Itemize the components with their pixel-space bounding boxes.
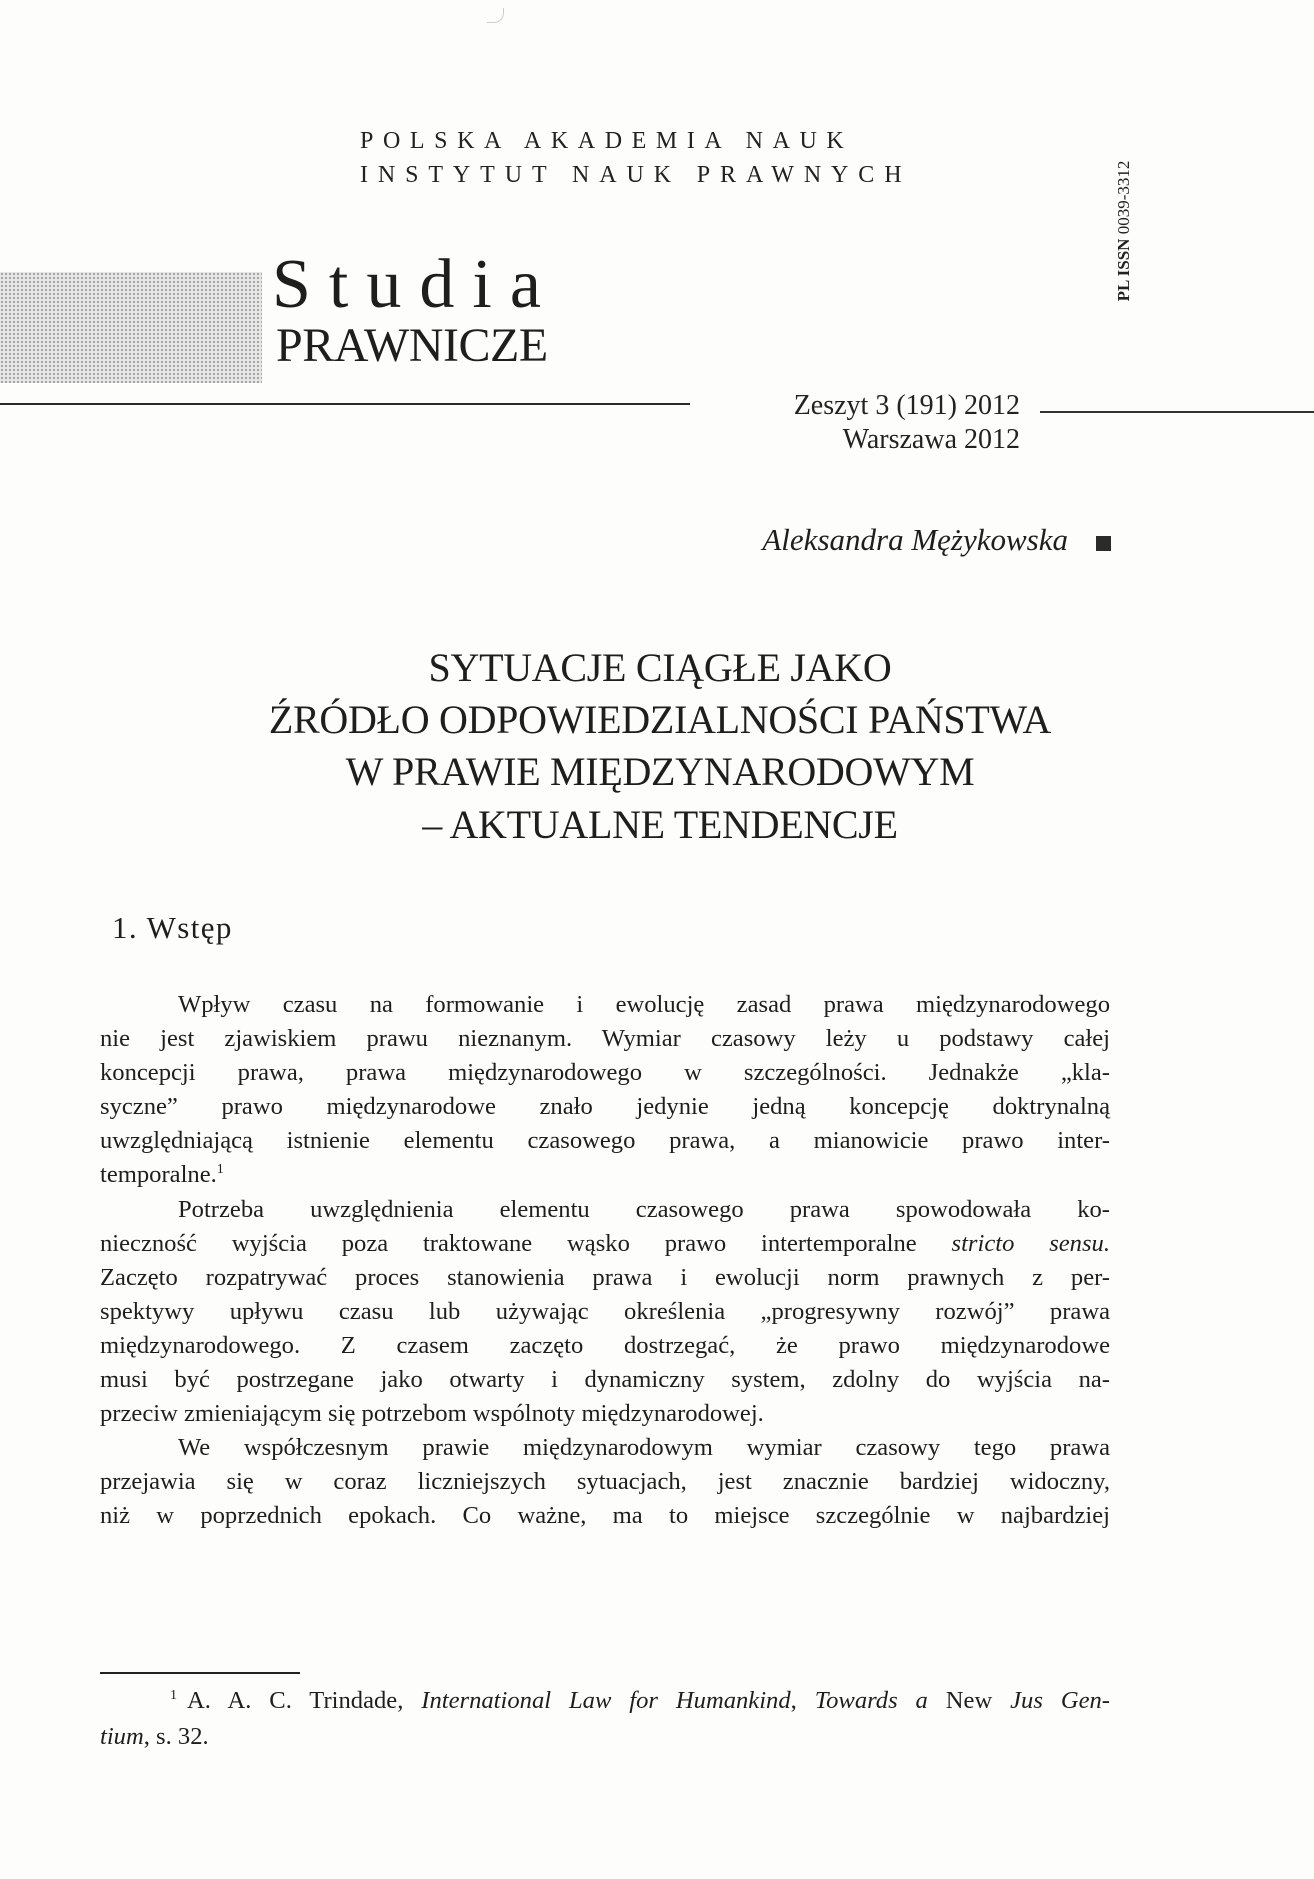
article-title-line: SYTUACJE CIĄGŁE JAKO [428, 645, 892, 690]
body-line: Zaczęto rozpatrywać proces stanowienia prawa i ewolucji norm prawnych z per- [100, 1263, 1110, 1291]
body-line: międzynarodowego. Z czasem zaczęto dostrzegać, że prawo międzynarodowe [100, 1331, 1110, 1359]
footnote-separator-text: , [790, 1687, 815, 1714]
article-body [100, 988, 1110, 1534]
journal-title-prawnicze: PRAWNICZE [276, 319, 548, 372]
body-line: Potrzeba uwzględnienia elementu czasowego prawa spowodowała ko- [178, 1195, 1110, 1223]
issue-number: Zeszyt 3 (191) 2012 [793, 390, 1020, 421]
footnote-separator [100, 1672, 300, 1674]
article-title-line: ŹRÓDŁO ODPOWIEDZIALNOŚCI PAŃSTWA [268, 697, 1052, 742]
body-line: niż w poprzednich epokach. Co ważne, ma to miejsce szczególnie w najbardziej [100, 1502, 1110, 1530]
body-line: spektywy upływu czasu lub używając określenia „progresywny rozwój” prawa [100, 1297, 1110, 1325]
body-line [100, 1227, 1110, 1261]
body-line: nie jest zjawiskiem prawu nieznanym. Wymiar czasowy leży u podstawy całej [100, 1025, 1110, 1053]
body-line: musi być postrzegane jako otwarty i dynamiczny system, zdolny do wyjścia na- [100, 1366, 1110, 1394]
body-line: przeciw zmieniającym się potrzebom wspólnoty międzynarodowej. [100, 1400, 764, 1428]
header-rule-left [0, 403, 690, 405]
footnote-plain-word: New [927, 1687, 1011, 1714]
header-rule-right [1040, 411, 1314, 413]
body-line: przejawia się w coraz liczniejszych sytuacjach, jest znacznie bardziej widoczny, [100, 1468, 1110, 1496]
issue-place-year: Warszawa 2012 [842, 424, 1020, 455]
issn-number: 0039-3312 [1114, 160, 1133, 235]
footnote [100, 1683, 1110, 1755]
body-line: uwzględniającą istnienie elementu czasowego prawa, a mianowicie prawo inter- [100, 1127, 1110, 1155]
footnote-subtitle: Towards a [814, 1687, 928, 1714]
institute-name: INSTYTUT NAUK PRAWNYCH [360, 162, 912, 188]
body-line: syczne” prawo międzynarodowe znało jedynie jedną koncepcję doktrynalną [100, 1093, 1110, 1121]
italic-phrase: stricto sensu. [951, 1229, 1110, 1257]
footnote-number: 1 [170, 1688, 177, 1703]
footnote-author: A. A. C. Trindade, [187, 1687, 422, 1714]
body-line: koncepcji prawa, prawa międzynarodowego w szczególności. Jednakże „kla- [100, 1059, 1110, 1087]
body-line-text: temporalne. [100, 1161, 217, 1189]
footnote-title: International Law for Humankind [421, 1687, 791, 1714]
issn-prefix: PL ISSN [1114, 238, 1133, 302]
footnote-title-continued: tium [100, 1723, 144, 1750]
body-line: We współczesnym prawie międzynarodowym wymiar czasowy tego prawa [178, 1434, 1110, 1462]
footnote-page: , s. 32. [143, 1723, 209, 1750]
article-title-line: W PRAWIE MIĘDZYNARODOWYM [345, 749, 975, 794]
body-line: Wpływ czasu na formowanie i ewolucję zasad prawa międzynarodowego [178, 991, 1110, 1018]
article-author: Aleksandra Mężykowska [762, 522, 1068, 557]
issn-vertical [1114, 146, 1136, 316]
journal-title-studia: Studia [272, 246, 559, 323]
institution-name: POLSKA AKADEMIA NAUK [360, 128, 854, 154]
author-square-marker [1096, 536, 1111, 551]
scan-artifact [487, 8, 504, 23]
body-line [100, 1158, 1110, 1192]
body-line-text: nieczność wyjścia poza traktowane wąsko prawo intertemporalne [100, 1229, 952, 1257]
footnote-subtitle-end: Jus Gen- [1010, 1687, 1110, 1714]
footnote-reference[interactable]: 1 [216, 1162, 224, 1178]
article-title-line: – AKTUALNE TENDENCJE [422, 802, 898, 847]
section-heading: 1. Wstęp [112, 910, 233, 945]
journal-logo-halftone-block [0, 272, 262, 383]
footnote-line [100, 1719, 1110, 1755]
footnote-line [100, 1683, 1110, 1719]
